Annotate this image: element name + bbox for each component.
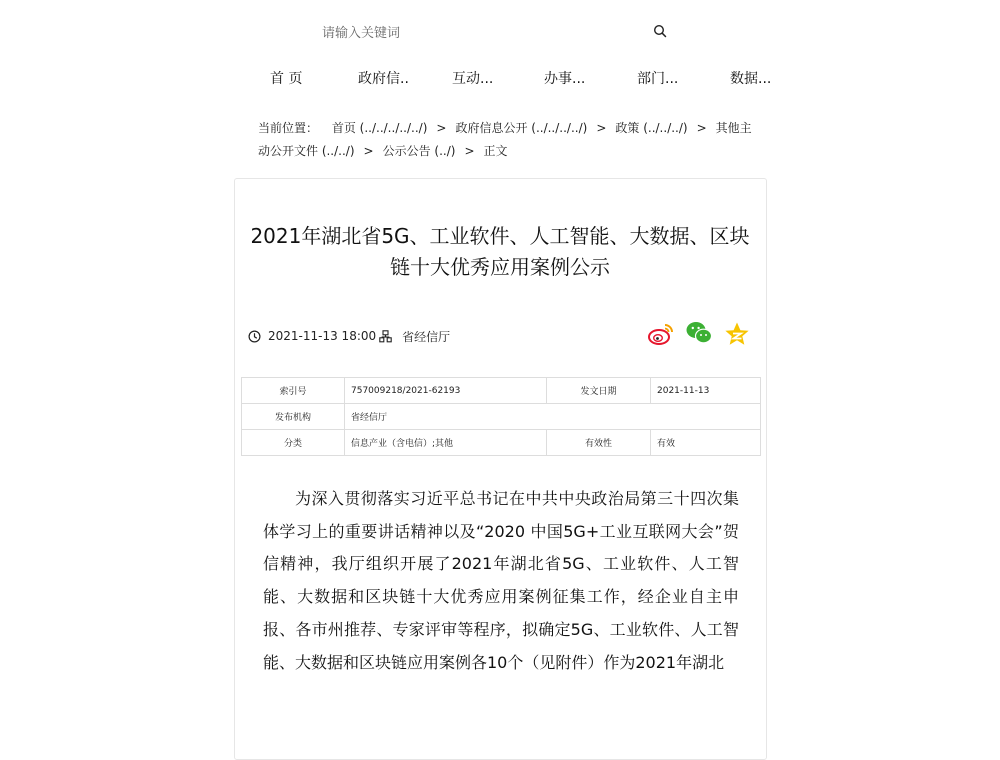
breadcrumb-item-current: 正文	[483, 144, 508, 158]
table-cell-label: 发文日期	[547, 378, 651, 404]
org-icon	[379, 330, 392, 343]
table-cell-value: 2021-11-13	[651, 378, 761, 404]
search-button[interactable]	[652, 24, 668, 40]
info-table	[241, 377, 761, 456]
breadcrumb-separator: >	[363, 144, 374, 158]
share-bar	[648, 321, 758, 349]
table-cell-value: 有效	[651, 430, 761, 456]
article-body: 为深入贯彻落实习近平总书记在中共中央政治局第三十四次集体学习上的重要讲话精神以及“2020 中国5G+工业互联网大会”贺信精神，我厅组织开展了2021年湖北省5G、工业软件、人工智能、大数据和区块链十大优秀应用案例征集工作，经企业自主申报、各市州推荐、专家评审等程序，拟确定5G、工业软件、人工智能、大数据和区块链应用案例各10个（见附件）作为2021年湖北	[263, 489, 739, 672]
table-cell-label: 分类	[242, 430, 345, 456]
article-title: 2021年湖北省5G、工业软件、人工智能、大数据、区块链十大优秀应用案例公示	[250, 224, 750, 279]
main-nav	[240, 62, 800, 92]
table-cell-value: 信息产业（含电信）;其他	[345, 430, 547, 456]
table-row	[242, 404, 761, 430]
nav-item-interaction[interactable]: 互动...	[452, 71, 494, 87]
nav-item-departments[interactable]: 部门...	[637, 71, 679, 87]
breadcrumb-item-policy[interactable]: 政策 (../../../)	[615, 121, 688, 135]
breadcrumb-separator: >	[696, 121, 707, 135]
article-meta	[248, 326, 450, 346]
search-bar	[310, 16, 690, 48]
breadcrumb-prefix: 当前位置：	[258, 121, 319, 135]
table-cell-label: 发布机构	[242, 404, 345, 430]
article-date: 2021-11-13 18:00	[268, 329, 377, 343]
breadcrumb-item-other-files[interactable]: 其他主动公开文件 (../../)	[258, 121, 752, 158]
table-row	[242, 430, 761, 456]
article-source: 省经信厅	[402, 329, 451, 344]
breadcrumb-item-announcements[interactable]: 公示公告 (../)	[382, 144, 456, 158]
search-icon	[653, 24, 667, 38]
breadcrumb-item-gov-info[interactable]: 政府信息公开 (../../../../)	[455, 121, 588, 135]
table-cell-label: 有效性	[547, 430, 651, 456]
breadcrumb-separator: >	[596, 121, 607, 135]
search-input[interactable]	[320, 20, 644, 46]
weibo-icon[interactable]	[648, 321, 674, 352]
qzone-icon[interactable]	[724, 321, 750, 352]
table-row	[242, 378, 761, 404]
breadcrumb-separator: >	[436, 121, 447, 135]
table-cell-label: 索引号	[242, 378, 345, 404]
nav-item-services[interactable]: 办事...	[544, 71, 586, 87]
article-card	[234, 178, 767, 760]
breadcrumb	[258, 117, 758, 163]
clock-icon	[248, 330, 261, 343]
breadcrumb-item-home[interactable]: 首页 (../../../../../)	[331, 121, 428, 135]
nav-item-home[interactable]: 首 页	[270, 71, 303, 87]
table-cell-value: 757009218/2021-62193	[345, 378, 547, 404]
table-cell-value: 省经信厅	[345, 404, 761, 430]
breadcrumb-separator: >	[464, 144, 475, 158]
nav-item-gov-info[interactable]: 政府信..	[358, 71, 409, 87]
wechat-icon[interactable]	[686, 321, 713, 351]
nav-item-data[interactable]: 数据...	[730, 71, 772, 87]
